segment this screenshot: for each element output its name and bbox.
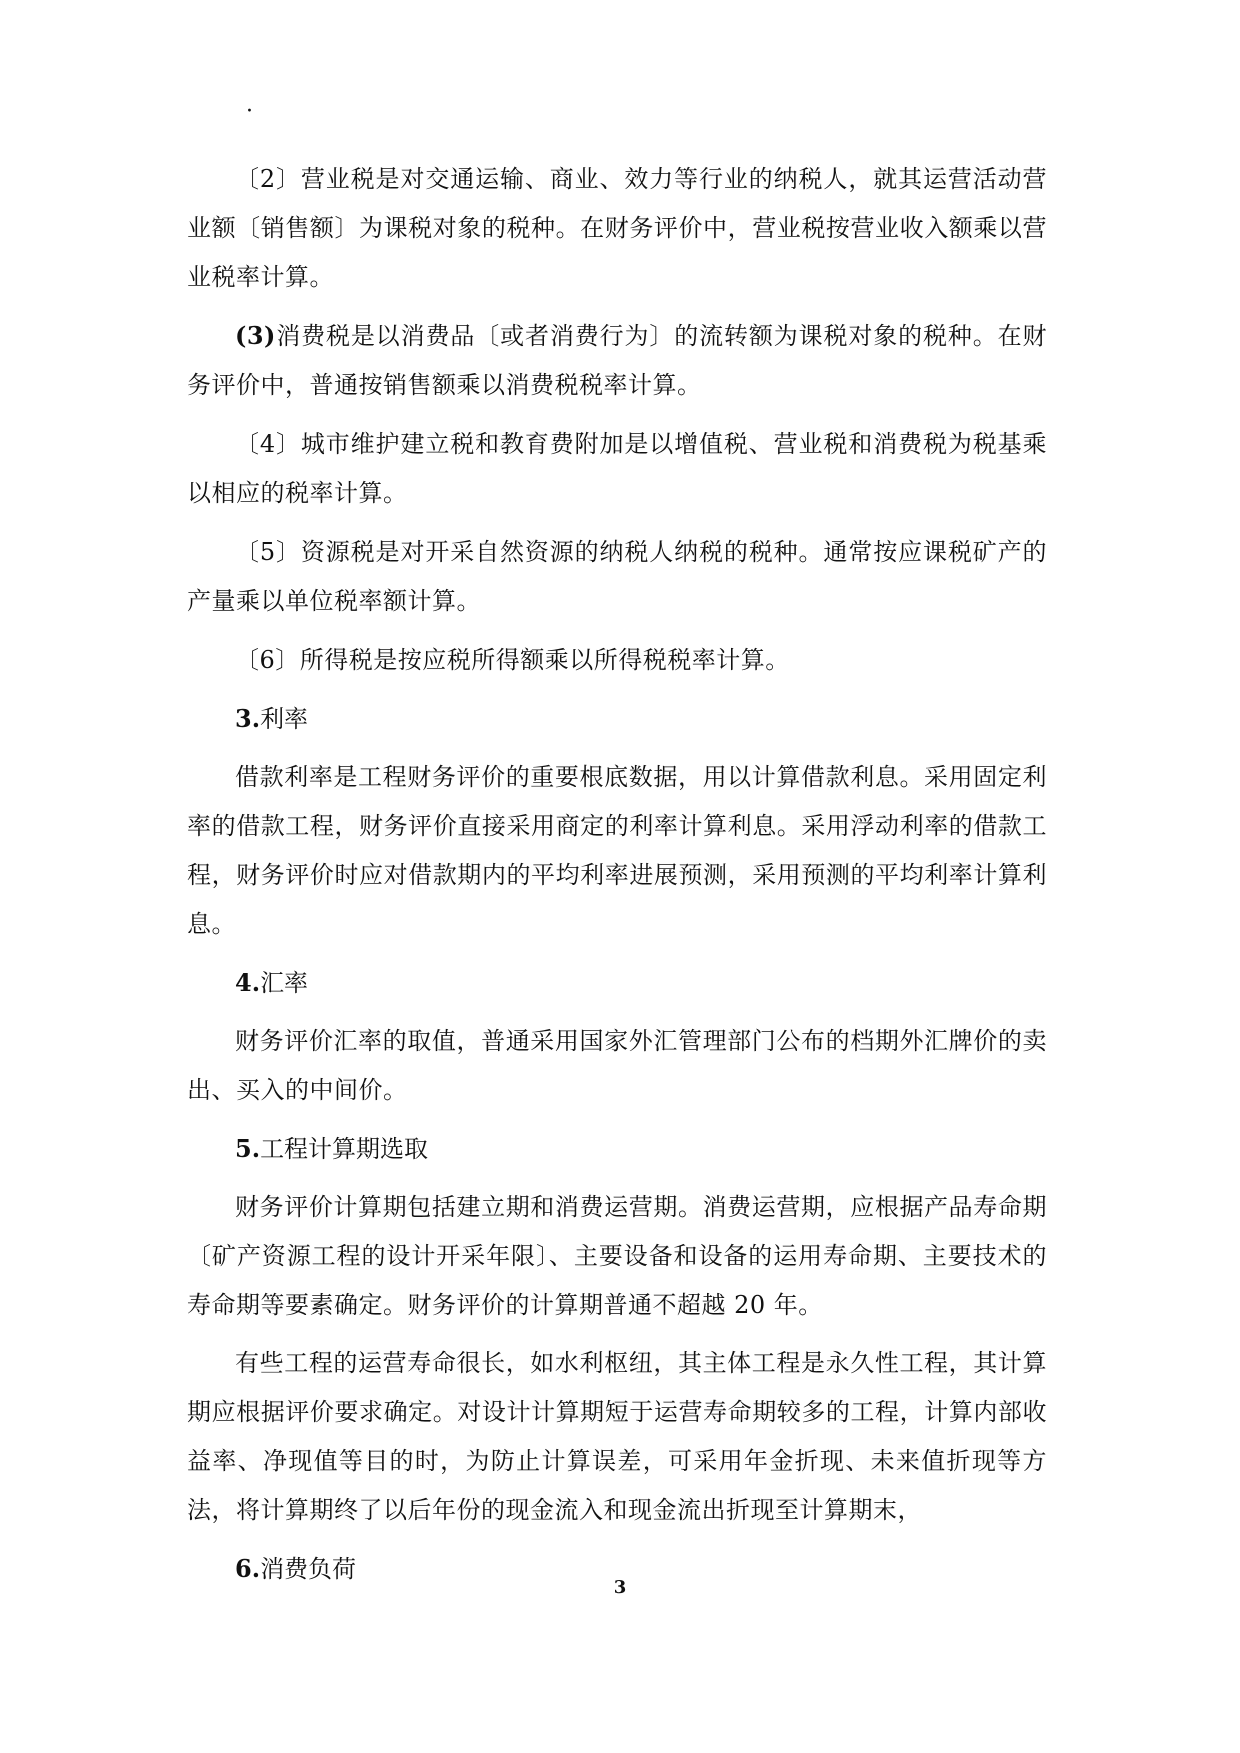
section-heading-exchange-rate xyxy=(187,958,1047,1008)
section-title: 消费负荷 xyxy=(260,1555,357,1583)
section-number: 3. xyxy=(235,704,261,733)
section-number: 4. xyxy=(235,968,261,997)
section-title: 利率 xyxy=(260,705,309,733)
paragraph-resource-tax xyxy=(187,527,1047,626)
document-body xyxy=(187,154,1047,1603)
paragraph-city-maintenance-tax xyxy=(187,419,1047,518)
paragraph-business-tax xyxy=(187,154,1047,302)
section-heading-calculation-period xyxy=(187,1124,1047,1174)
paragraph-text: 〔6〕所得税是按应税所得额乘以所得税税率计算。 xyxy=(235,646,790,674)
section-paragraph: 财务评价汇率的取值，普通采用国家外汇管理部门公布的档期外汇牌价的卖出、买入的中间价。 xyxy=(187,1027,1047,1104)
section-paragraph: 财务评价计算期包括建立期和消费运营期。消费运营期，应根据产品寿命期〔矿产资源工程的设计开采年限〕、主要设备和设备的运用寿命期、主要技术的寿命期等要素确定。财务评价的计算期普通不超越 20 年。 xyxy=(187,1193,1047,1319)
paragraph-consumption-tax xyxy=(187,311,1047,410)
section-number: 6. xyxy=(235,1554,261,1583)
page-number: 3 xyxy=(613,1577,627,1598)
paragraph-text: 〔2〕营业税是对交通运输、商业、效力等行业的纳税人，就其运营活动营业额〔销售额〕为课税对象的税种。在财务评价中，营业税按营业收入额乘以营业税率计算。 xyxy=(187,165,1047,291)
top-mark: · xyxy=(246,99,253,124)
paragraph-text: 〔4〕城市维护建立税和教育费附加是以增值税、营业税和消费税为税基乘以相应的税率计算。 xyxy=(187,430,1047,507)
section-title: 汇率 xyxy=(260,969,309,997)
paragraph-text: 〔5〕资源税是对开采自然资源的纳税人纳税的税种。通常按应课税矿产的产量乘以单位税率额计算。 xyxy=(187,538,1047,615)
section-number: 5. xyxy=(235,1134,261,1163)
section-paragraph: 有些工程的运营寿命很长，如水利枢纽，其主体工程是永久性工程，其计算期应根据评价要求确定。对设计计算期短于运营寿命期较多的工程，计算内部收益率、净现值等目的时，为防止计算误差，可采用年金折现、未来值折现等方法，将计算期终了以后年份的现金流入和现金流出折现至计算期末， xyxy=(187,1349,1047,1524)
section-paragraph: 借款利率是工程财务评价的重要根底数据，用以计算借款利息。采用固定利率的借款工程，财务评价直接采用商定的利率计算利息。采用浮动利率的借款工程，财务评价时应对借款期内的平均利率进展预测，采用预测的平均利率计算利息。 xyxy=(187,763,1047,938)
paragraph-number: (3) xyxy=(235,321,276,350)
paragraph-text: 消费税是以消费品〔或者消费行为〕的流转额为课税对象的税种。在财务评价中，普通按销售额乘以消费税税率计算。 xyxy=(187,322,1047,399)
section-heading-interest-rate xyxy=(187,694,1047,744)
paragraph-income-tax xyxy=(187,635,1047,685)
section-title: 工程计算期选取 xyxy=(260,1135,429,1163)
